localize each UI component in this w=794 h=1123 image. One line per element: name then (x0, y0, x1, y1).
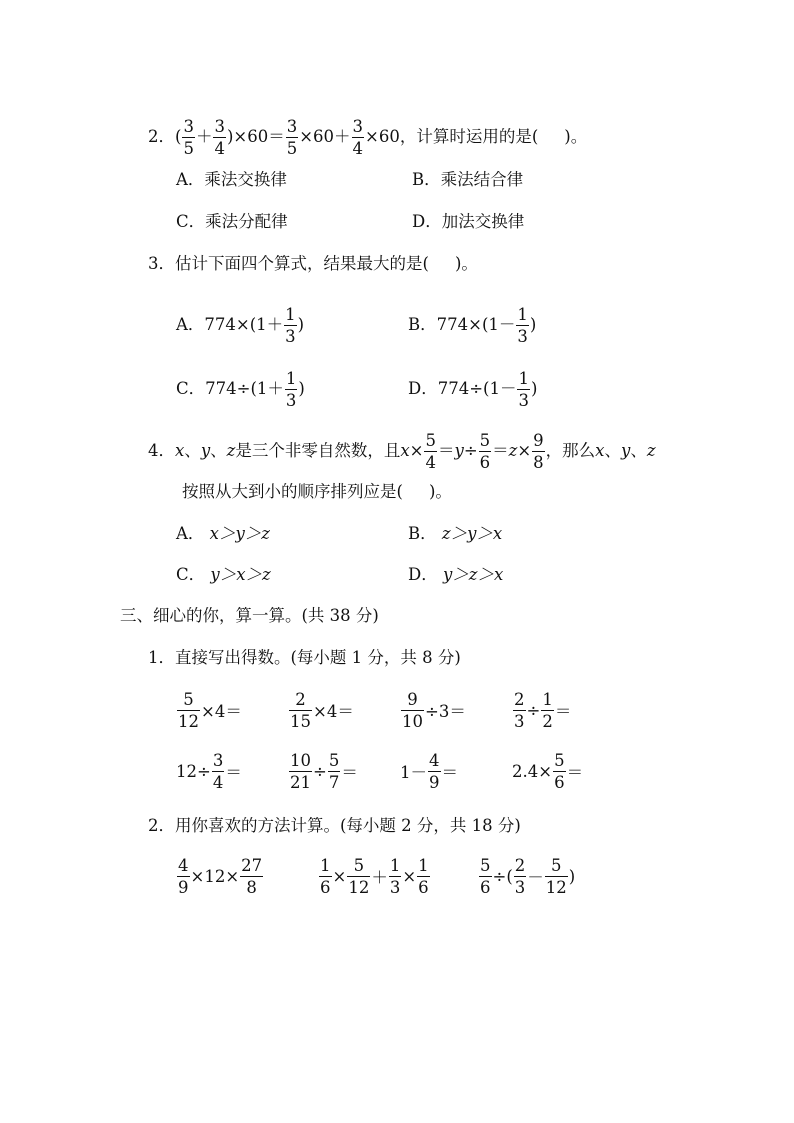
fraction: $\frac{5}{6}$ (479, 431, 491, 472)
fraction: $\frac{1}{6}$ (320, 855, 331, 897)
calc-item: $\frac{2}{3}$ ÷ $\frac{1}{2}$ ＝ (514, 689, 572, 731)
option[interactable]: A． x＞y＞z (176, 524, 270, 543)
calc-expression: $\frac{5}{6}$ ÷( $\frac{2}{3}$ － $\frac{5}{12}$ ) (480, 855, 576, 897)
calc-item: $\frac{5}{12}$ ×4＝ (178, 689, 242, 731)
fraction: $\frac{4}{9}$ (429, 750, 440, 792)
option[interactable]: B． z＞y＞x (408, 524, 503, 543)
question-3-stem: 3．估计下面四个算式，结果最大的是( )。 (148, 254, 478, 273)
fraction: $\frac{10}{21}$ (290, 750, 311, 792)
part-1-title: 1．直接写出得数。(每小题 1 分，共 8 分) (148, 648, 461, 667)
calc-item: $\frac{9}{10}$ ÷3＝ (402, 689, 466, 731)
calc-item: 2.4× $\frac{5}{6}$ ＝ (512, 750, 584, 792)
fraction: $\frac{5}{4}$ (425, 431, 436, 472)
option[interactable]: D．加法交换律 (412, 212, 525, 231)
fraction: $\frac{3}{4}$ (212, 750, 224, 792)
option[interactable]: D． y＞z＞x (408, 565, 504, 584)
fraction: $\frac{2}{15}$ (290, 689, 311, 731)
fraction: $\frac{1}{2}$ (542, 689, 553, 731)
fraction: $\frac{1}{3}$ (285, 369, 297, 410)
fraction: $\frac{9}{8}$ (533, 431, 544, 472)
option[interactable]: C． y＞x＞z (176, 565, 271, 584)
fraction: $\frac{2}{3}$ (514, 855, 526, 897)
calc-row (0, 686, 794, 734)
option[interactable]: C．774÷(1＋ $\frac{1}{3}$ ) (176, 369, 305, 410)
calc-row (0, 747, 794, 795)
section-title: 三、细心的你，算一算。(共 38 分) (120, 606, 379, 625)
fraction: $\frac{5}{12}$ (178, 689, 199, 731)
fraction: $\frac{5}{12}$ (545, 855, 567, 897)
fraction: $\frac{1}{6}$ (418, 855, 429, 897)
question-4-line2: 按照从大到小的顺序排列应是( )。 (182, 482, 452, 501)
fraction: $\frac{9}{10}$ (402, 689, 423, 731)
fraction: $\frac{5}{6}$ (554, 750, 565, 792)
fraction: $\frac{2}{3}$ (514, 689, 525, 731)
calc-item: 1－ $\frac{4}{9}$ ＝ (400, 750, 458, 792)
option[interactable]: B．774×(1－ $\frac{1}{3}$ ) (408, 305, 537, 346)
fraction: $\frac{1}{3}$ (517, 305, 528, 346)
calc-item: $\frac{10}{21}$ ÷ $\frac{5}{7}$ ＝ (290, 750, 358, 792)
calc-row (0, 852, 794, 900)
fraction: $\frac{3}{4}$ (352, 117, 364, 158)
calc-expression: $\frac{1}{6}$ × $\frac{5}{12}$ ＋ $\frac{1}{3}$ × $\frac{1}{6}$ (320, 855, 429, 897)
option[interactable]: B．乘法结合律 (412, 170, 524, 189)
option[interactable]: A．乘法交换律 (176, 170, 287, 189)
calc-item: 12÷ $\frac{3}{4}$ ＝ (176, 750, 242, 792)
fraction: $\frac{5}{6}$ (480, 855, 491, 897)
fraction: $\frac{5}{7}$ (328, 750, 340, 792)
option[interactable]: C．乘法分配律 (176, 212, 288, 231)
calc-expression: $\frac{4}{9}$ ×12× $\frac{27}{8}$ (178, 855, 263, 897)
question-4-stem: 4．x、y、z是三个非零自然数，且x× $\frac{5}{4}$ ＝y÷ $\frac{5}{6}$ ＝z× $\frac{9}{8}$ ，那么x、y、z (148, 431, 656, 472)
fraction: $\frac{27}{8}$ (241, 855, 263, 897)
fraction: $\frac{3}{4}$ (214, 117, 225, 158)
fraction: $\frac{1}{3}$ (285, 305, 296, 346)
question-2-stem: 2．( $\frac{3}{5}$ ＋ $\frac{3}{4}$ )×60＝ $\frac{3}{5}$ ×60＋ $\frac{3}{4}$ ×60，计算时运用的是( )。 (148, 117, 588, 158)
fraction: $\frac{3}{5}$ (286, 117, 298, 158)
fraction: $\frac{1}{3}$ (518, 369, 529, 410)
calc-item: $\frac{2}{15}$ ×4＝ (290, 689, 354, 731)
fraction: $\frac{3}{5}$ (183, 117, 194, 158)
option[interactable]: D．774÷(1－ $\frac{1}{3}$ ) (408, 369, 538, 410)
fraction: $\frac{4}{9}$ (178, 855, 189, 897)
fraction: $\frac{1}{3}$ (389, 855, 401, 897)
fraction: $\frac{5}{12}$ (348, 855, 370, 897)
option[interactable]: A．774×(1＋ $\frac{1}{3}$ ) (176, 305, 305, 346)
part-2-title: 2．用你喜欢的方法计算。(每小题 2 分，共 18 分) (148, 816, 521, 835)
